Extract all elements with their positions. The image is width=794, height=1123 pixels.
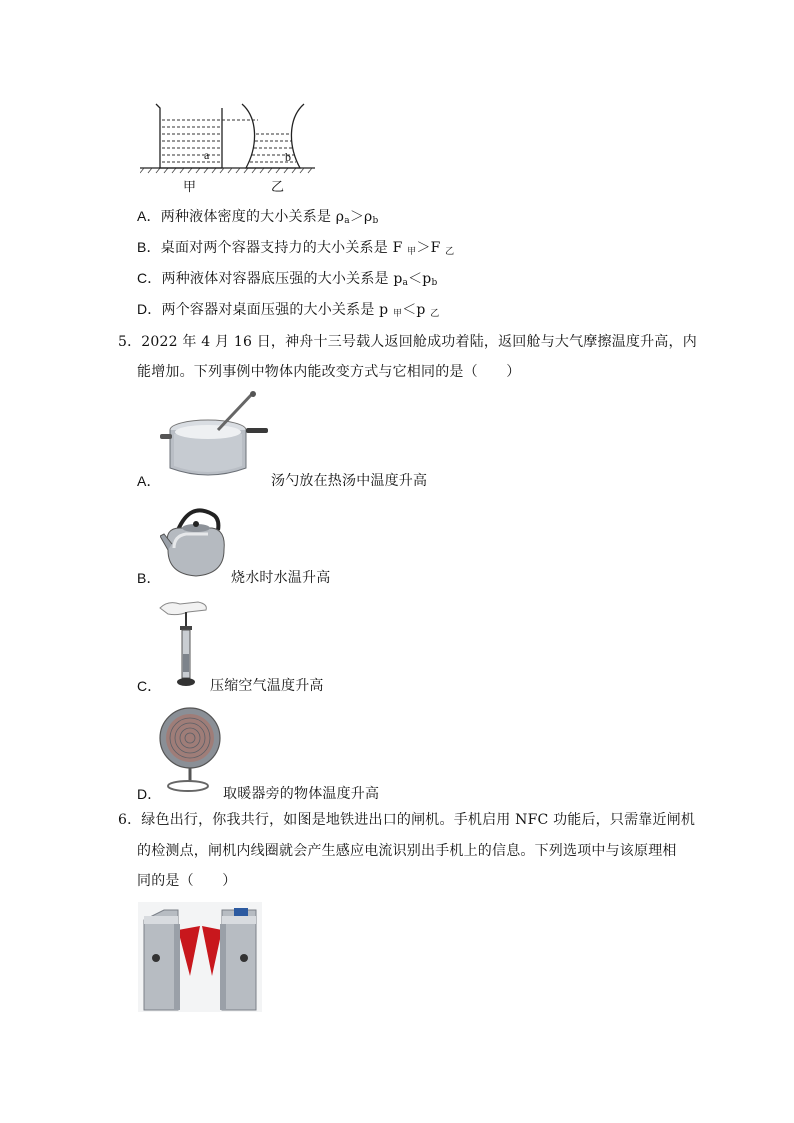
q5-stem-line2: 能增加。下列事例中物体内能改变方式与它相同的是（ ） bbox=[137, 364, 521, 380]
q5-option-d[interactable]: D． bbox=[137, 786, 162, 802]
label-yi: 乙 bbox=[271, 180, 285, 195]
q5-option-d-caption: 取暖器旁的物体温度升高 bbox=[223, 786, 380, 802]
heater-image bbox=[158, 704, 222, 796]
q5-stem-line1: 5．2022 年 4 月 16 日，神舟十三号载人返回舱成功着陆，返回舱与大气摩擦温度升高，内 bbox=[118, 334, 697, 350]
label-a: a bbox=[204, 148, 210, 162]
kettle-image bbox=[160, 500, 230, 582]
q6-stem-line2: 的检测点，闸机内线圈就会产生感应电流识别出手机上的信息。下列选项中与该原理相 bbox=[137, 843, 677, 859]
containers-figure bbox=[140, 98, 320, 198]
q6-stem-line3: 同的是（ ） bbox=[137, 873, 237, 889]
subway-gate-image bbox=[138, 902, 262, 1012]
label-b: b bbox=[285, 150, 291, 164]
q5-option-a-caption: 汤勺放在热汤中温度升高 bbox=[271, 473, 428, 489]
q4-option-c[interactable]: C．两种液体对容器底压强的大小关系是 $p_a<p_b$ bbox=[137, 270, 438, 288]
q4-option-a[interactable]: A．两种液体密度的大小关系是 $\rho_a>\rho_b$ bbox=[137, 208, 379, 226]
label-jia: 甲 bbox=[183, 180, 197, 195]
q5-option-c[interactable]: C． bbox=[137, 678, 162, 694]
q5-option-b-caption: 烧水时水温升高 bbox=[231, 570, 331, 586]
q5-option-b[interactable]: B． bbox=[137, 570, 161, 586]
pot-ladle-image bbox=[160, 390, 272, 482]
q4-option-b[interactable]: B．桌面对两个容器支持力的大小关系是 F $_甲$＞F $_乙$ bbox=[137, 239, 455, 257]
air-compression-image bbox=[158, 598, 214, 690]
q5-option-c-caption: 压缩空气温度升高 bbox=[210, 678, 324, 694]
q5-option-a[interactable]: A． bbox=[137, 473, 161, 489]
q4-option-d[interactable]: D．两个容器对桌面压强的大小关系是 p $_甲$＜p $_乙$ bbox=[137, 301, 440, 319]
q6-stem-line1: 6．绿色出行，你我共行，如图是地铁进出口的闸机。手机启用 NFC 功能后，只需靠近闸机 bbox=[118, 812, 696, 828]
